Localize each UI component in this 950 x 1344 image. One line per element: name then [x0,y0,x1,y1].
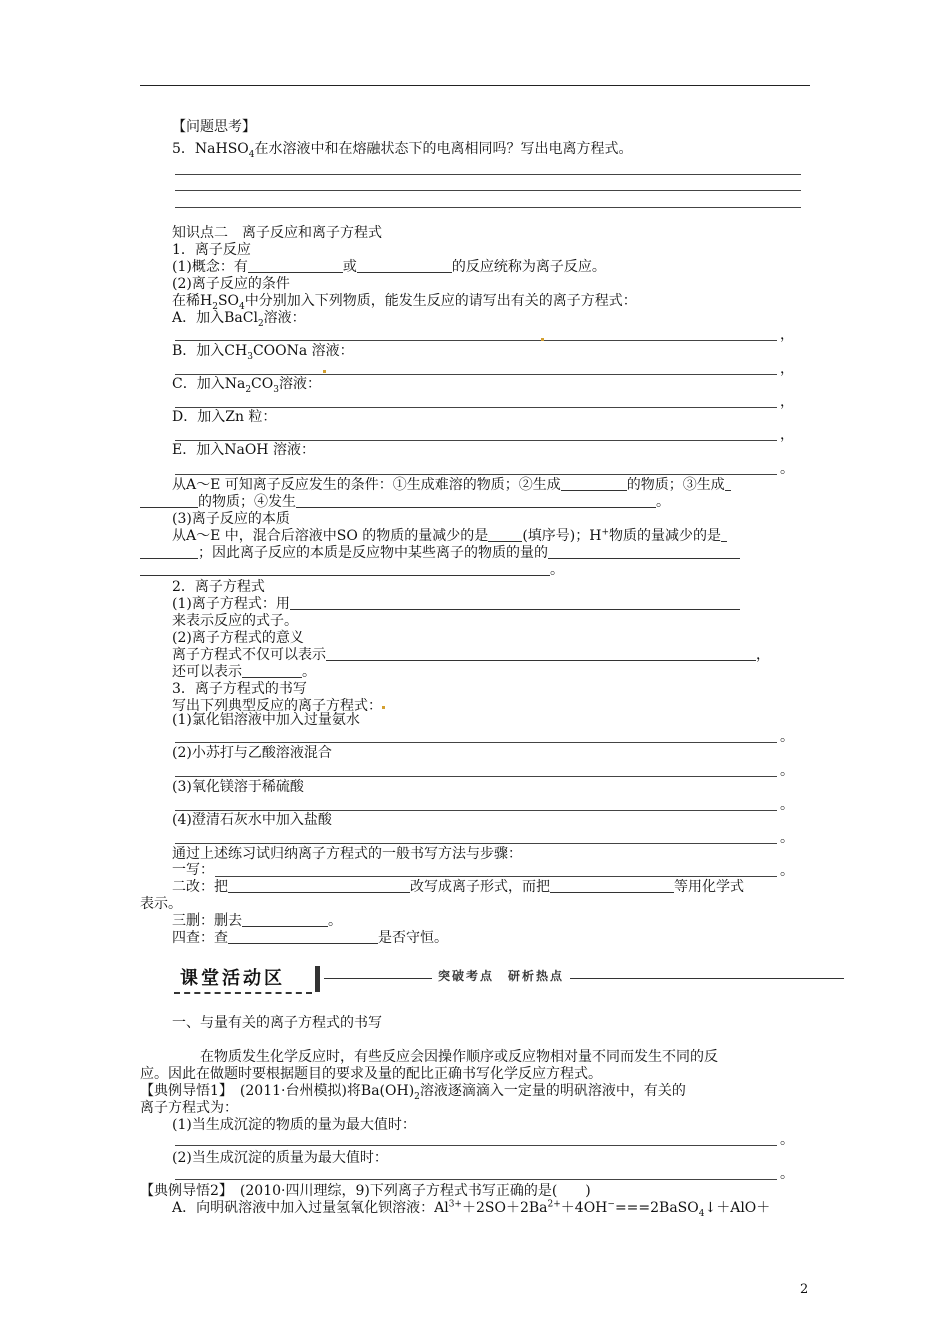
example-2-option-a: A．向明矾溶液中加入过量氢氧化钡溶液：$Al^{3+}+2SO+2Ba^{2+}+4OH^-===2BaSO_4↓+AlO+$ [172,1199,771,1219]
step-3: 三删：删去 。 [172,913,342,929]
header-rule [140,85,810,86]
example-1: 【典例导悟1】 (2011·台州模拟)将$Ba(OH)_2$溶液逐滴滴入一定量的明矾溶液中，有关的 [140,1083,686,1102]
paragraph-line-2: 应。因此在做题时要根据题目的要求及量的配比正确书写化学反应方程式。 [140,1066,602,1082]
step-4: 四查：查 是否守恒。 [172,930,448,946]
comma: ， [780,327,794,343]
answer-line [175,207,801,208]
example-1-part-1: (1)当生成沉淀的物质的量为最大值时： [172,1117,416,1133]
item-b: B．加入$CH_3COONa$ 溶液： [172,343,354,362]
meaning-heading: (2)离子方程式的意义 [172,630,304,646]
mark-dot [323,370,326,373]
answer-line [175,374,777,375]
answer-line [175,440,777,441]
essence-line-2: ；因此离子反应的本质是反应物中某些离子的物质的量的 [140,545,740,562]
meaning-line: 离子方程式不仅可以表示 ， [172,647,770,663]
comma: ， [780,394,794,410]
period: 。 [780,797,794,813]
period: 。 [780,863,794,879]
step-2: 二改：把 改写成离子形式，而把 等用化学式 [172,879,744,895]
ionic-eq-def: (1)离子方程式：用 [172,596,740,613]
section-2-heading: 2．离子方程式 [172,579,265,595]
conditions-line-2: 的物质；④发生 。 [140,494,670,511]
reaction-4: (4)澄清石灰水中加入盐酸 [172,812,332,828]
mark-dot [382,706,385,709]
item-e: E．加入NaOH 溶液： [172,442,315,458]
question-5: 5．NaHSO$_4$在水溶液中和在熔融状态下的电离相同吗？写出电离方程式。 [172,141,633,160]
section-3-heading: 3．离子方程式的书写 [172,681,307,697]
answer-line [175,474,777,475]
period: 。 [780,830,794,846]
period: 。 [780,461,794,477]
answer-line [175,340,777,341]
step-1: 一写： [172,862,214,878]
question-heading: 【问题思考】 [172,119,256,135]
banner-subtitle: 突破考点 研析热点 [432,967,570,984]
period: 。 [780,1166,794,1182]
answer-line [175,190,801,191]
period: 。 [780,763,794,779]
banner-dashed-underline [174,992,312,994]
classroom-activity-banner [172,964,844,998]
item-c: C．加入$Na_2CO_3$溶液： [172,376,321,395]
meaning-line-2: 还可以表示 。 [172,664,316,680]
comma: ， [780,427,794,443]
writing-intro: 写出下列典型反应的离子方程式： [172,698,382,714]
answer-line [175,742,777,743]
example-2: 【典例导悟2】 (2010·四川理综，9)下列离子方程式书写正确的是( ) [140,1183,591,1199]
example-1-cont: 离子方程式为： [140,1100,238,1116]
period: 。 [780,729,794,745]
reaction-1: (1)氯化铝溶液中加入过量氨水 [172,712,360,728]
answer-line [175,174,801,175]
condition-heading: (2)离子反应的条件 [172,276,290,292]
step-2-cont: 表示。 [140,896,182,912]
banner-title: 课堂活动区 [180,968,285,989]
paragraph-line-1: 在物质发生化学反应时，有些反应会因操作顺序或反应物相对量不同而发生不同的反 [200,1049,718,1065]
answer-line [175,843,777,844]
answer-line [175,776,777,777]
knowledge-point-title: 知识点二 离子反应和离子方程式 [172,225,382,241]
reaction-2: (2)小苏打与乙酸溶液混合 [172,745,332,761]
steps-intro: 通过上述练习试归纳离子方程式的一般书写方法与步骤： [172,846,522,862]
answer-line [175,1145,777,1146]
banner-divider [315,966,320,992]
period: 。 [780,1132,794,1148]
banner-rule [324,978,844,979]
concept-line: (1)概念：有 或 的反应统称为离子反应。 [172,259,606,275]
reaction-3: (3)氧化镁溶于稀硫酸 [172,779,304,795]
essence-line: 从A～E 中，混合后溶液中SO 的物质的量减少的是 (填序号)；H+物质的量减少的是 [172,528,727,545]
condition-intro: 在稀$H_2SO_4$中分别加入下列物质，能发生反应的请写出有关的离子方程式： [172,293,637,312]
conditions-line: 从A～E 可知离子反应发生的条件：①生成难溶的物质；②生成 的物质；③生成 [172,477,731,494]
page-number: 2 [800,1282,809,1297]
answer-line [175,810,777,811]
essence-heading: (3)离子反应的本质 [172,511,290,527]
answer-line [175,407,777,408]
answer-line [175,1179,777,1180]
example-1-part-2: (2)当生成沉淀的质量为最大值时： [172,1150,388,1166]
section-1-heading: 1．离子反应 [172,242,251,258]
mark-dot [541,338,544,341]
comma: ， [780,361,794,377]
answer-line [215,876,777,877]
item-d: D．加入Zn 粒： [172,409,277,425]
essence-line-3: 。 [140,562,564,579]
item-a: A．加入BaCl$_2$溶液： [172,310,306,329]
ionic-eq-def-2: 来表示反应的式子。 [172,613,298,629]
section-title: 一、与量有关的离子方程式的书写 [172,1015,382,1031]
